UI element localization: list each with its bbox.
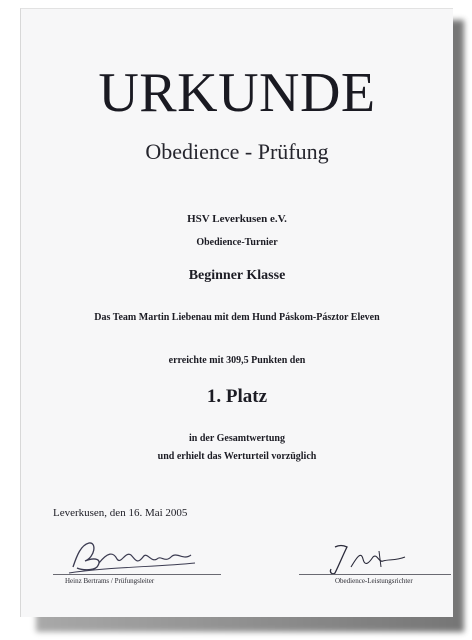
signature-left-caption: Heinz Bertrams / Prüfungsleiter (65, 577, 155, 585)
signature-left-line (53, 574, 221, 575)
ranking-line: in der Gesamtwertung (189, 433, 285, 444)
rating-line: und erhielt das Werturteil vorzüglich (157, 451, 317, 462)
club-name: HSV Leverkusen e.V. (187, 213, 287, 225)
place-date: Leverkusen, den 16. Mai 2005 (53, 507, 188, 519)
signature-left (67, 537, 197, 577)
result-line: erreichte mit 309,5 Punkten den (168, 355, 306, 366)
certificate-subtitle: Obedience - Prüfung (145, 139, 329, 164)
placement: 1. Platz (206, 386, 268, 407)
event-name: Obedience-Turnier (196, 237, 278, 248)
signature-right-line (299, 574, 451, 575)
signature-right (321, 537, 411, 577)
signature-right-caption: Obedience-Leistungsrichter (335, 577, 413, 585)
certificate-title: URKUNDE (98, 62, 376, 124)
class-name: Beginner Klasse (188, 268, 286, 283)
certificate-page (20, 8, 453, 617)
team-line: Das Team Martin Liebenau mit dem Hund Páskom-Pásztor Eleven (94, 312, 380, 323)
